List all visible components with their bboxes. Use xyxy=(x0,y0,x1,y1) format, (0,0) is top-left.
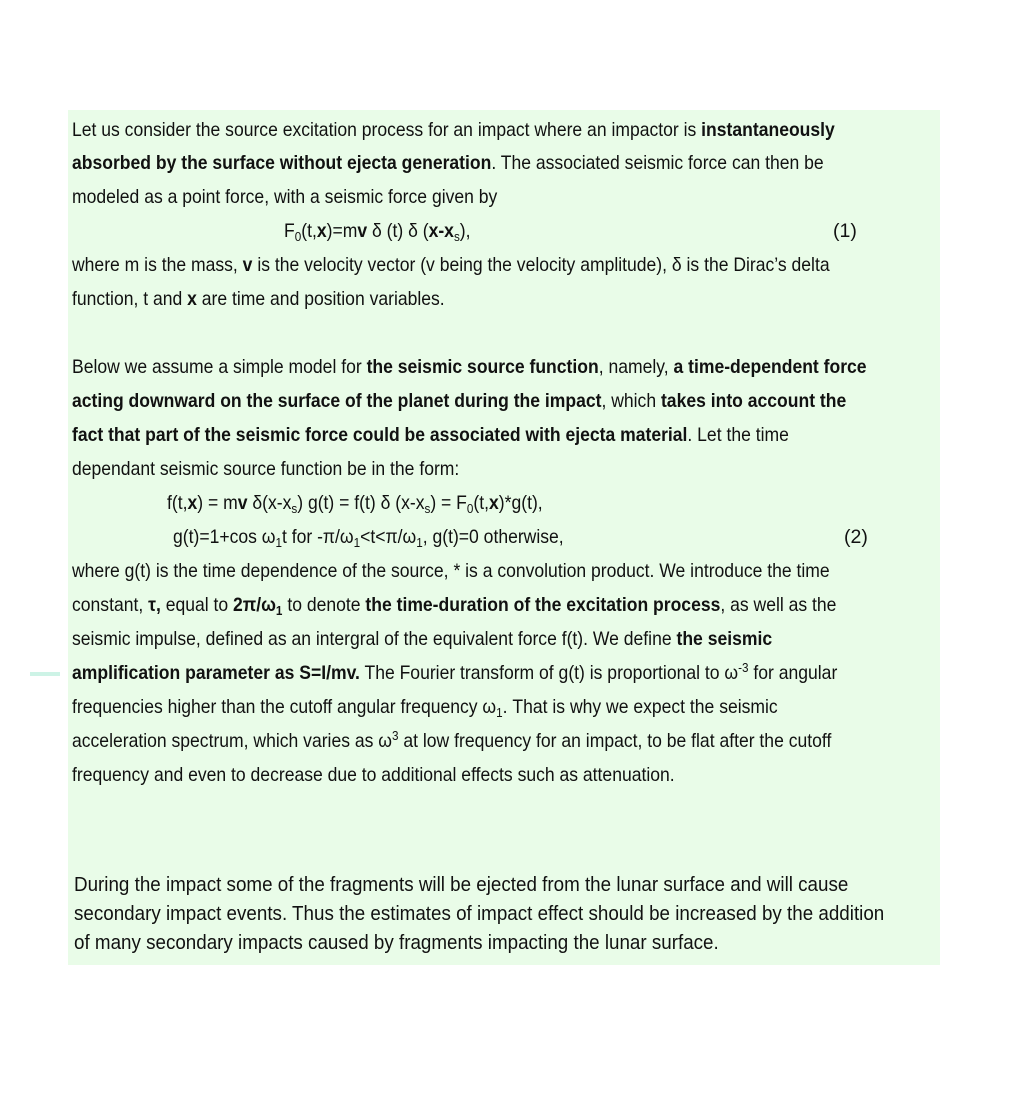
equation-1-number: (1) xyxy=(833,220,857,242)
p2-line-7: seismic impulse, defined as an intergral of the equivalent force f(t). We define the seismic xyxy=(72,628,773,650)
p1-line-1: Let us consider the source excitation process for an impact where an impactor is instantaneously xyxy=(72,119,835,141)
p1-line-4: where m is the mass, v is the velocity vector (v being the velocity amplitude), δ is the Dirac’s delta xyxy=(72,254,830,276)
p2-line-2: acting downward on the surface of the planet during the impact, which takes into account the xyxy=(72,390,847,412)
equation-2b: g(t)=1+cos $\omega_1t$ for $-\pi/\omega_1<t<\pi/\omega_1$, g(t)=0 otherwise, xyxy=(173,526,564,550)
p1-line-5: function, t and x are time and position variables. xyxy=(72,288,445,310)
p3-line-1: During the impact some of the fragments will be ejected from the lunar surface and will cause xyxy=(74,874,849,896)
p1-line-3: modeled as a point force, with a seismic force given by xyxy=(72,186,498,208)
equation-1: $F_0(t,x)=mv$ δ (t) δ $(x-x_s)$, xyxy=(284,220,471,244)
p2-line-6: constant, τ, equal to $2\pi/\omega_1$ to denote the time-duration of the excitation process, as well as the xyxy=(72,594,837,618)
p2-line-1: Below we assume a simple model for the seismic source function, namely, a time-dependent force xyxy=(72,356,867,378)
p3-line-3: of many secondary impacts caused by fragments impacting the lunar surface. xyxy=(74,932,719,954)
equation-2-number: (2) xyxy=(844,526,868,548)
p2-line-5: where g(t) is the time dependence of the source, * is a convolution product. We introduce the time xyxy=(72,560,830,582)
p2-line-4: dependant seismic source function be in the form: xyxy=(72,458,460,480)
equation-2a: f(t,x) = mv $\delta(x-x_s) g(t) = f(t)$ δ $(x-x_s) = F_0(t,x)*g(t)$, xyxy=(167,492,543,516)
p1-line-2: absorbed by the surface without ejecta generation. The associated seismic force can then be xyxy=(72,152,824,174)
p2-line-8: amplification parameter as S=I/mv. The Fourier transform of g(t) is proportional to $\omega^{-3}$ for angular xyxy=(72,660,838,684)
p2-line-11: frequency and even to decrease due to additional effects such as attenuation. xyxy=(72,764,675,786)
p2-line-3: fact that part of the seismic force could be associated with ejecta material. Let the time xyxy=(72,424,789,446)
margin-marker xyxy=(30,672,60,676)
p2-line-10: acceleration spectrum, which varies as $\omega^3$ at low frequency for an impact, to be flat after the cutoff xyxy=(72,728,832,752)
p2-line-9: frequencies higher than the cutoff angular frequency $\omega_1$. That is why we expect the seismic xyxy=(72,696,778,720)
p3-line-2: secondary impact events. Thus the estimates of impact effect should be increased by the addition xyxy=(74,903,885,925)
